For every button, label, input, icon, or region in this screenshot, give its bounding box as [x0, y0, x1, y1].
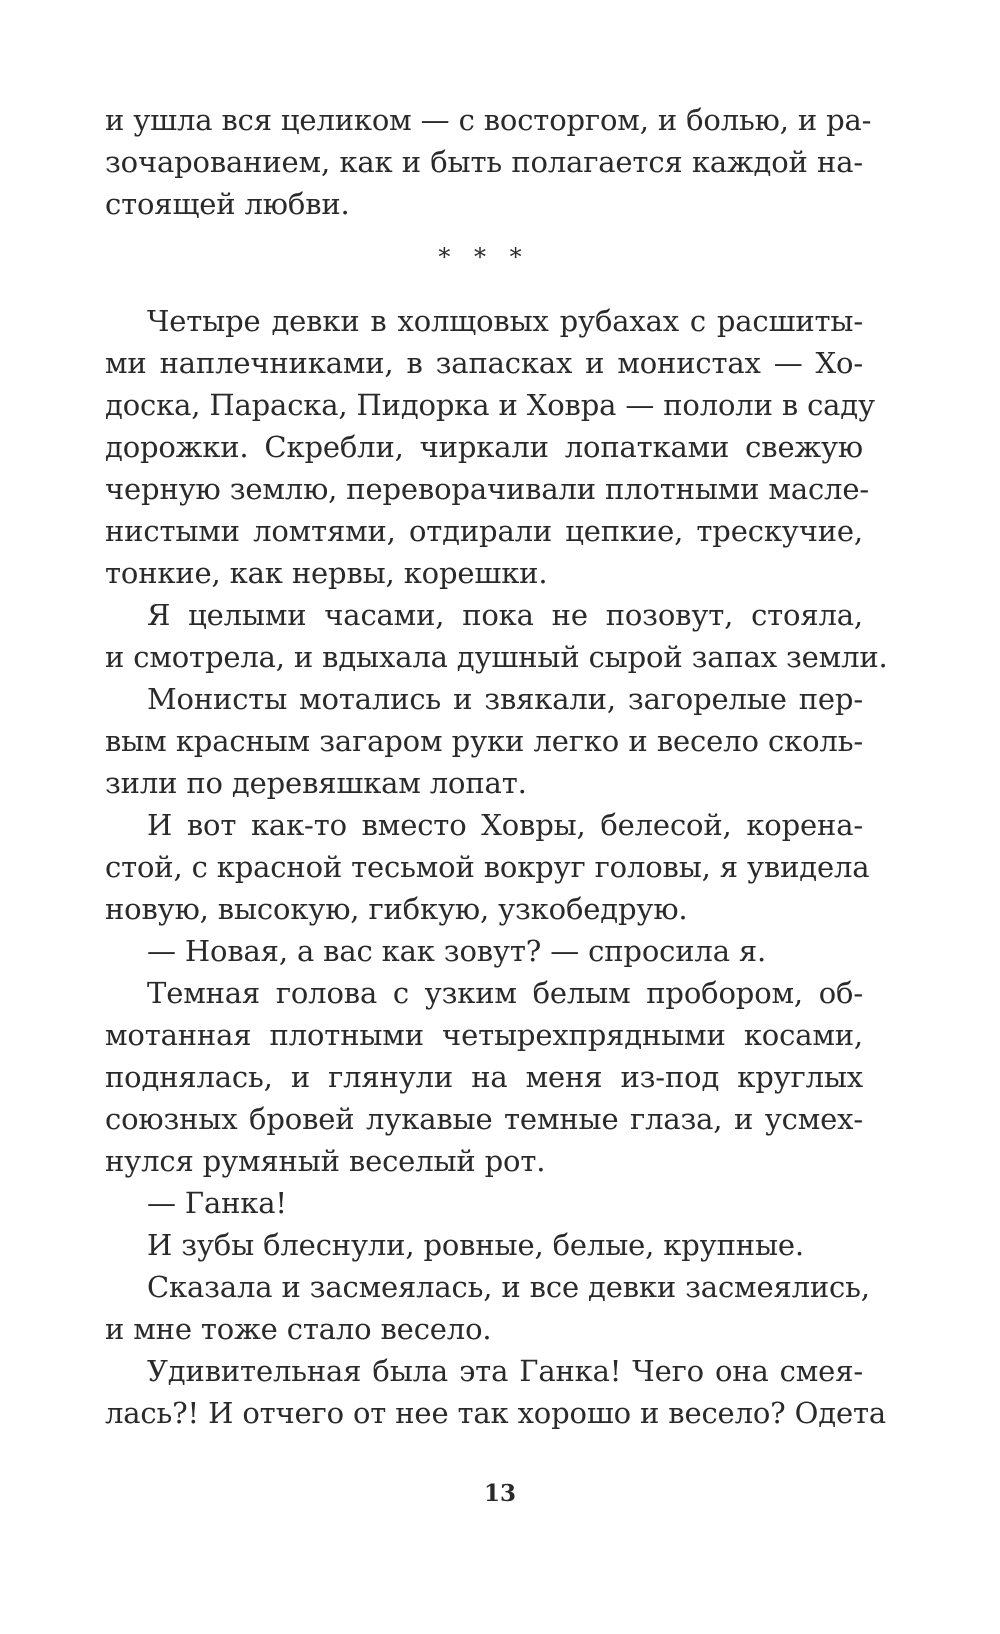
- text-line: И вот как-то вместо Ховры, белесой, корена-: [147, 808, 863, 842]
- text-line: нулся румяный веселый рот.: [105, 1144, 546, 1178]
- body-text: [105, 99, 888, 1434]
- text-line: лась?! И отчего от нее так хорошо и весело? Одета: [105, 1396, 886, 1430]
- page-number: 13: [483, 1480, 516, 1507]
- text-line: Четыре девки в холщовых рубахах с расшиты-: [147, 304, 863, 338]
- text-line: тонкие, как нервы, корешки.: [105, 556, 548, 590]
- text-line: и ушла вся целиком — с восторгом, и болью, и ра-: [105, 103, 872, 137]
- text-line: поднялась, и глянули на меня из-под круглых: [105, 1060, 863, 1094]
- text-line: ми наплечниками, в запасках и монистах — Хо-: [105, 346, 863, 380]
- text-line: нистыми ломтями, отдирали цепкие, трескучие,: [105, 514, 863, 548]
- text-line: вым красным загаром руки легко и весело сколь-: [105, 724, 863, 758]
- text-line: зили по деревяшкам лопат.: [105, 766, 527, 800]
- text-line: черную землю, переворачивали плотными масле-: [105, 472, 869, 506]
- text-line: Удивительная была эта Ганка! Чего она смея-: [147, 1354, 863, 1388]
- text-line: И зубы блеснули, ровные, белые, крупные.: [147, 1228, 804, 1262]
- text-line: новую, высокую, гибкую, узкобедрую.: [105, 892, 688, 926]
- text-line: мотанная плотными четырехпрядными косами,: [105, 1018, 863, 1052]
- text-line: и мне тоже стало весело.: [105, 1312, 492, 1346]
- text-line: Сказала и засмеялась, и все девки засмеялись,: [147, 1270, 870, 1304]
- dialogue-line: — Новая, а вас как зовут? — спросила я.: [147, 934, 767, 968]
- text-line: Монисты мотались и звякали, загорелые пер-: [147, 682, 863, 716]
- text-line: Темная голова с узким белым пробором, об-: [147, 976, 863, 1010]
- text-line: доска, Параска, Пидорка и Ховра — пололи в саду: [105, 388, 875, 422]
- section-separator: * * *: [438, 243, 530, 271]
- text-line: и смотрела, и вдыхала душный сырой запах земли.: [105, 640, 888, 674]
- text-line: дорожки. Скребли, чиркали лопатками свежую: [105, 430, 863, 464]
- text-line: союзных бровей лукавые темные глаза, и усмех-: [105, 1102, 863, 1136]
- text-line: Я целыми часами, пока не позовут, стояла,: [147, 598, 863, 632]
- dialogue-line: — Ганка!: [147, 1186, 287, 1220]
- text-line: стой, с красной тесьмой вокруг головы, я увидела: [105, 850, 870, 884]
- text-line: зочарованием, как и быть полагается каждой на-: [105, 145, 863, 179]
- text-line: стоящей любви.: [105, 187, 350, 221]
